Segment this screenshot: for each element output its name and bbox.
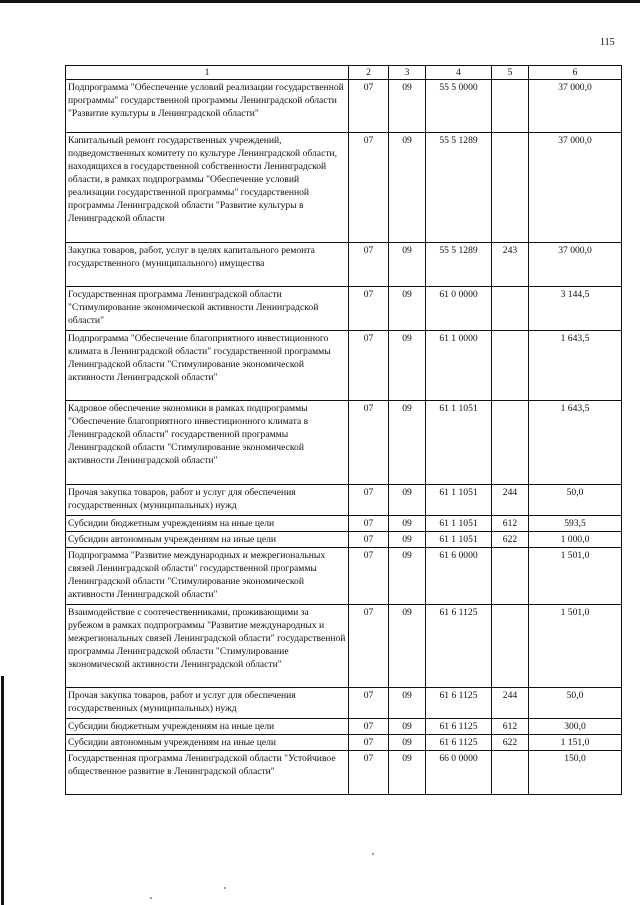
- row-name: Подпрограмма "Развитие международных и межрегиональных связей Ленинградской области" государственной программы Ленинградской области "Стимулирование экономической активности Ленинградской области": [66, 548, 349, 605]
- table-row: [66, 133, 622, 243]
- table-row: [66, 532, 622, 548]
- row-name: Государственная программа Ленинградской области "Устойчивое общественное развитие в Ленинградской области": [66, 751, 349, 795]
- row-name: Субсидии бюджетным учреждениям на иные цели: [66, 719, 349, 735]
- scan-edge-mark: [1, 676, 4, 905]
- row-subsection: 09: [389, 80, 426, 133]
- row-target-code: 61 6 0000: [426, 548, 492, 605]
- row-expense-type: [492, 548, 529, 605]
- scan-speck: [150, 897, 152, 899]
- table-row: [66, 751, 622, 795]
- row-section: 07: [349, 80, 389, 133]
- row-target-code: 61 1 1051: [426, 516, 492, 532]
- row-expense-type: [492, 401, 529, 485]
- scan-speck: [224, 887, 226, 889]
- row-section: 07: [349, 401, 389, 485]
- row-amount: 1 643,5: [529, 401, 622, 485]
- column-header: 6: [529, 66, 622, 80]
- row-subsection: 09: [389, 735, 426, 751]
- row-section: 07: [349, 532, 389, 548]
- table-row: [66, 287, 622, 331]
- row-target-code: 61 1 1051: [426, 401, 492, 485]
- row-subsection: 09: [389, 401, 426, 485]
- table-row: [66, 605, 622, 688]
- row-name: Закупка товаров, работ, услуг в целях капитального ремонта государственного (муниципального) имущества: [66, 243, 349, 287]
- row-amount: 150,0: [529, 751, 622, 795]
- row-target-code: 61 6 1125: [426, 605, 492, 688]
- row-target-code: 61 1 0000: [426, 331, 492, 401]
- row-section: 07: [349, 751, 389, 795]
- table-row: [66, 485, 622, 516]
- row-amount: 300,0: [529, 719, 622, 735]
- row-expense-type: 244: [492, 485, 529, 516]
- top-border-line: [0, 0, 640, 3]
- row-name: Подпрограмма "Обеспечение условий реализации государственной программы" государственной программы Ленинградской области "Развитие культуры в Ленинградской области": [66, 80, 349, 133]
- table-row: [66, 548, 622, 605]
- row-expense-type: [492, 751, 529, 795]
- row-expense-type: 243: [492, 243, 529, 287]
- row-name: Субсидии бюджетным учреждениям на иные цели: [66, 516, 349, 532]
- row-target-code: 61 6 1125: [426, 688, 492, 719]
- row-subsection: 09: [389, 532, 426, 548]
- row-target-code: 61 1 1051: [426, 532, 492, 548]
- row-expense-type: [492, 80, 529, 133]
- row-name: Субсидии автономным учреждениям на иные цели: [66, 735, 349, 751]
- row-target-code: 61 0 0000: [426, 287, 492, 331]
- row-subsection: 09: [389, 243, 426, 287]
- row-expense-type: 622: [492, 532, 529, 548]
- row-amount: 1 501,0: [529, 548, 622, 605]
- row-subsection: 09: [389, 485, 426, 516]
- row-expense-type: [492, 133, 529, 243]
- row-amount: 3 144,5: [529, 287, 622, 331]
- row-section: 07: [349, 548, 389, 605]
- row-section: 07: [349, 331, 389, 401]
- row-subsection: 09: [389, 516, 426, 532]
- row-expense-type: 612: [492, 719, 529, 735]
- row-amount: 50,0: [529, 688, 622, 719]
- row-name: Капитальный ремонт государственных учреждений, подведомственных комитету по культуре Ленинградской области, находящихся в государственной собственности Ленинградской области, в рамках подпрограммы "Обеспечение условий реализации государственной программы" государственной программы Ленинградской области "Развитие культуры в Ленинградской области: [66, 133, 349, 243]
- table-row: [66, 401, 622, 485]
- row-section: 07: [349, 485, 389, 516]
- row-name: Государственная программа Ленинградской области "Стимулирование экономической активности Ленинградской области": [66, 287, 349, 331]
- row-target-code: 55 5 0000: [426, 80, 492, 133]
- table-row: [66, 735, 622, 751]
- row-section: 07: [349, 719, 389, 735]
- row-amount: 1 643,5: [529, 331, 622, 401]
- column-header: 1: [66, 66, 349, 80]
- column-header: 3: [389, 66, 426, 80]
- row-subsection: 09: [389, 133, 426, 243]
- row-amount: 50,0: [529, 485, 622, 516]
- row-section: 07: [349, 688, 389, 719]
- row-amount: 37 000,0: [529, 243, 622, 287]
- row-section: 07: [349, 287, 389, 331]
- row-subsection: 09: [389, 605, 426, 688]
- row-subsection: 09: [389, 287, 426, 331]
- row-target-code: 61 6 1125: [426, 719, 492, 735]
- row-section: 07: [349, 133, 389, 243]
- row-amount: 1 000,0: [529, 532, 622, 548]
- row-name: Взаимодействие с соотечественниками, проживающими за рубежом в рамках подпрограммы "Развитие международных и межрегиональных связей Ленинградской области" государственной программы Ленинградской области "Стимулирование экономической активности Ленинградской области": [66, 605, 349, 688]
- table-row: [66, 243, 622, 287]
- budget-table-body: [66, 66, 622, 795]
- row-amount: 37 000,0: [529, 133, 622, 243]
- row-subsection: 09: [389, 719, 426, 735]
- column-header: 5: [492, 66, 529, 80]
- row-expense-type: [492, 331, 529, 401]
- row-amount: 1 151,0: [529, 735, 622, 751]
- row-subsection: 09: [389, 331, 426, 401]
- table-row: [66, 688, 622, 719]
- row-name: Субсидии автономным учреждениям на иные цели: [66, 532, 349, 548]
- table-row: [66, 516, 622, 532]
- table-row: [66, 80, 622, 133]
- row-name: Прочая закупка товаров, работ и услуг для обеспечения государственных (муниципальных) нужд: [66, 485, 349, 516]
- row-section: 07: [349, 735, 389, 751]
- row-expense-type: 244: [492, 688, 529, 719]
- row-target-code: 61 1 1051: [426, 485, 492, 516]
- row-target-code: 61 6 1125: [426, 735, 492, 751]
- row-name: Кадровое обеспечение экономики в рамках подпрограммы "Обеспечение благоприятного инвестиционного климата в Ленинградской области" государственной программы Ленинградской области "Стимулирование экономической активности Ленинградской области": [66, 401, 349, 485]
- scan-speck: [372, 853, 374, 855]
- row-amount: 37 000,0: [529, 80, 622, 133]
- row-amount: 1 501,0: [529, 605, 622, 688]
- row-subsection: 09: [389, 688, 426, 719]
- column-header: 4: [426, 66, 492, 80]
- row-name: Подпрограмма "Обеспечение благоприятного инвестиционного климата в Ленинградской области" государственной программы Ленинградской области "Стимулирование экономической активности Ленинградской области": [66, 331, 349, 401]
- row-name: Прочая закупка товаров, работ и услуг для обеспечения государственных (муниципальных) нужд: [66, 688, 349, 719]
- row-expense-type: 622: [492, 735, 529, 751]
- row-expense-type: [492, 287, 529, 331]
- row-section: 07: [349, 516, 389, 532]
- budget-table: [65, 65, 622, 795]
- row-expense-type: 612: [492, 516, 529, 532]
- row-subsection: 09: [389, 548, 426, 605]
- page-number: 115: [600, 37, 615, 48]
- row-target-code: 55 5 1289: [426, 243, 492, 287]
- header-row: [66, 66, 622, 80]
- column-header: 2: [349, 66, 389, 80]
- row-expense-type: [492, 605, 529, 688]
- row-target-code: 66 0 0000: [426, 751, 492, 795]
- table-row: [66, 719, 622, 735]
- row-amount: 593,5: [529, 516, 622, 532]
- row-section: 07: [349, 605, 389, 688]
- table-row: [66, 331, 622, 401]
- row-section: 07: [349, 243, 389, 287]
- row-subsection: 09: [389, 751, 426, 795]
- row-target-code: 55 5 1289: [426, 133, 492, 243]
